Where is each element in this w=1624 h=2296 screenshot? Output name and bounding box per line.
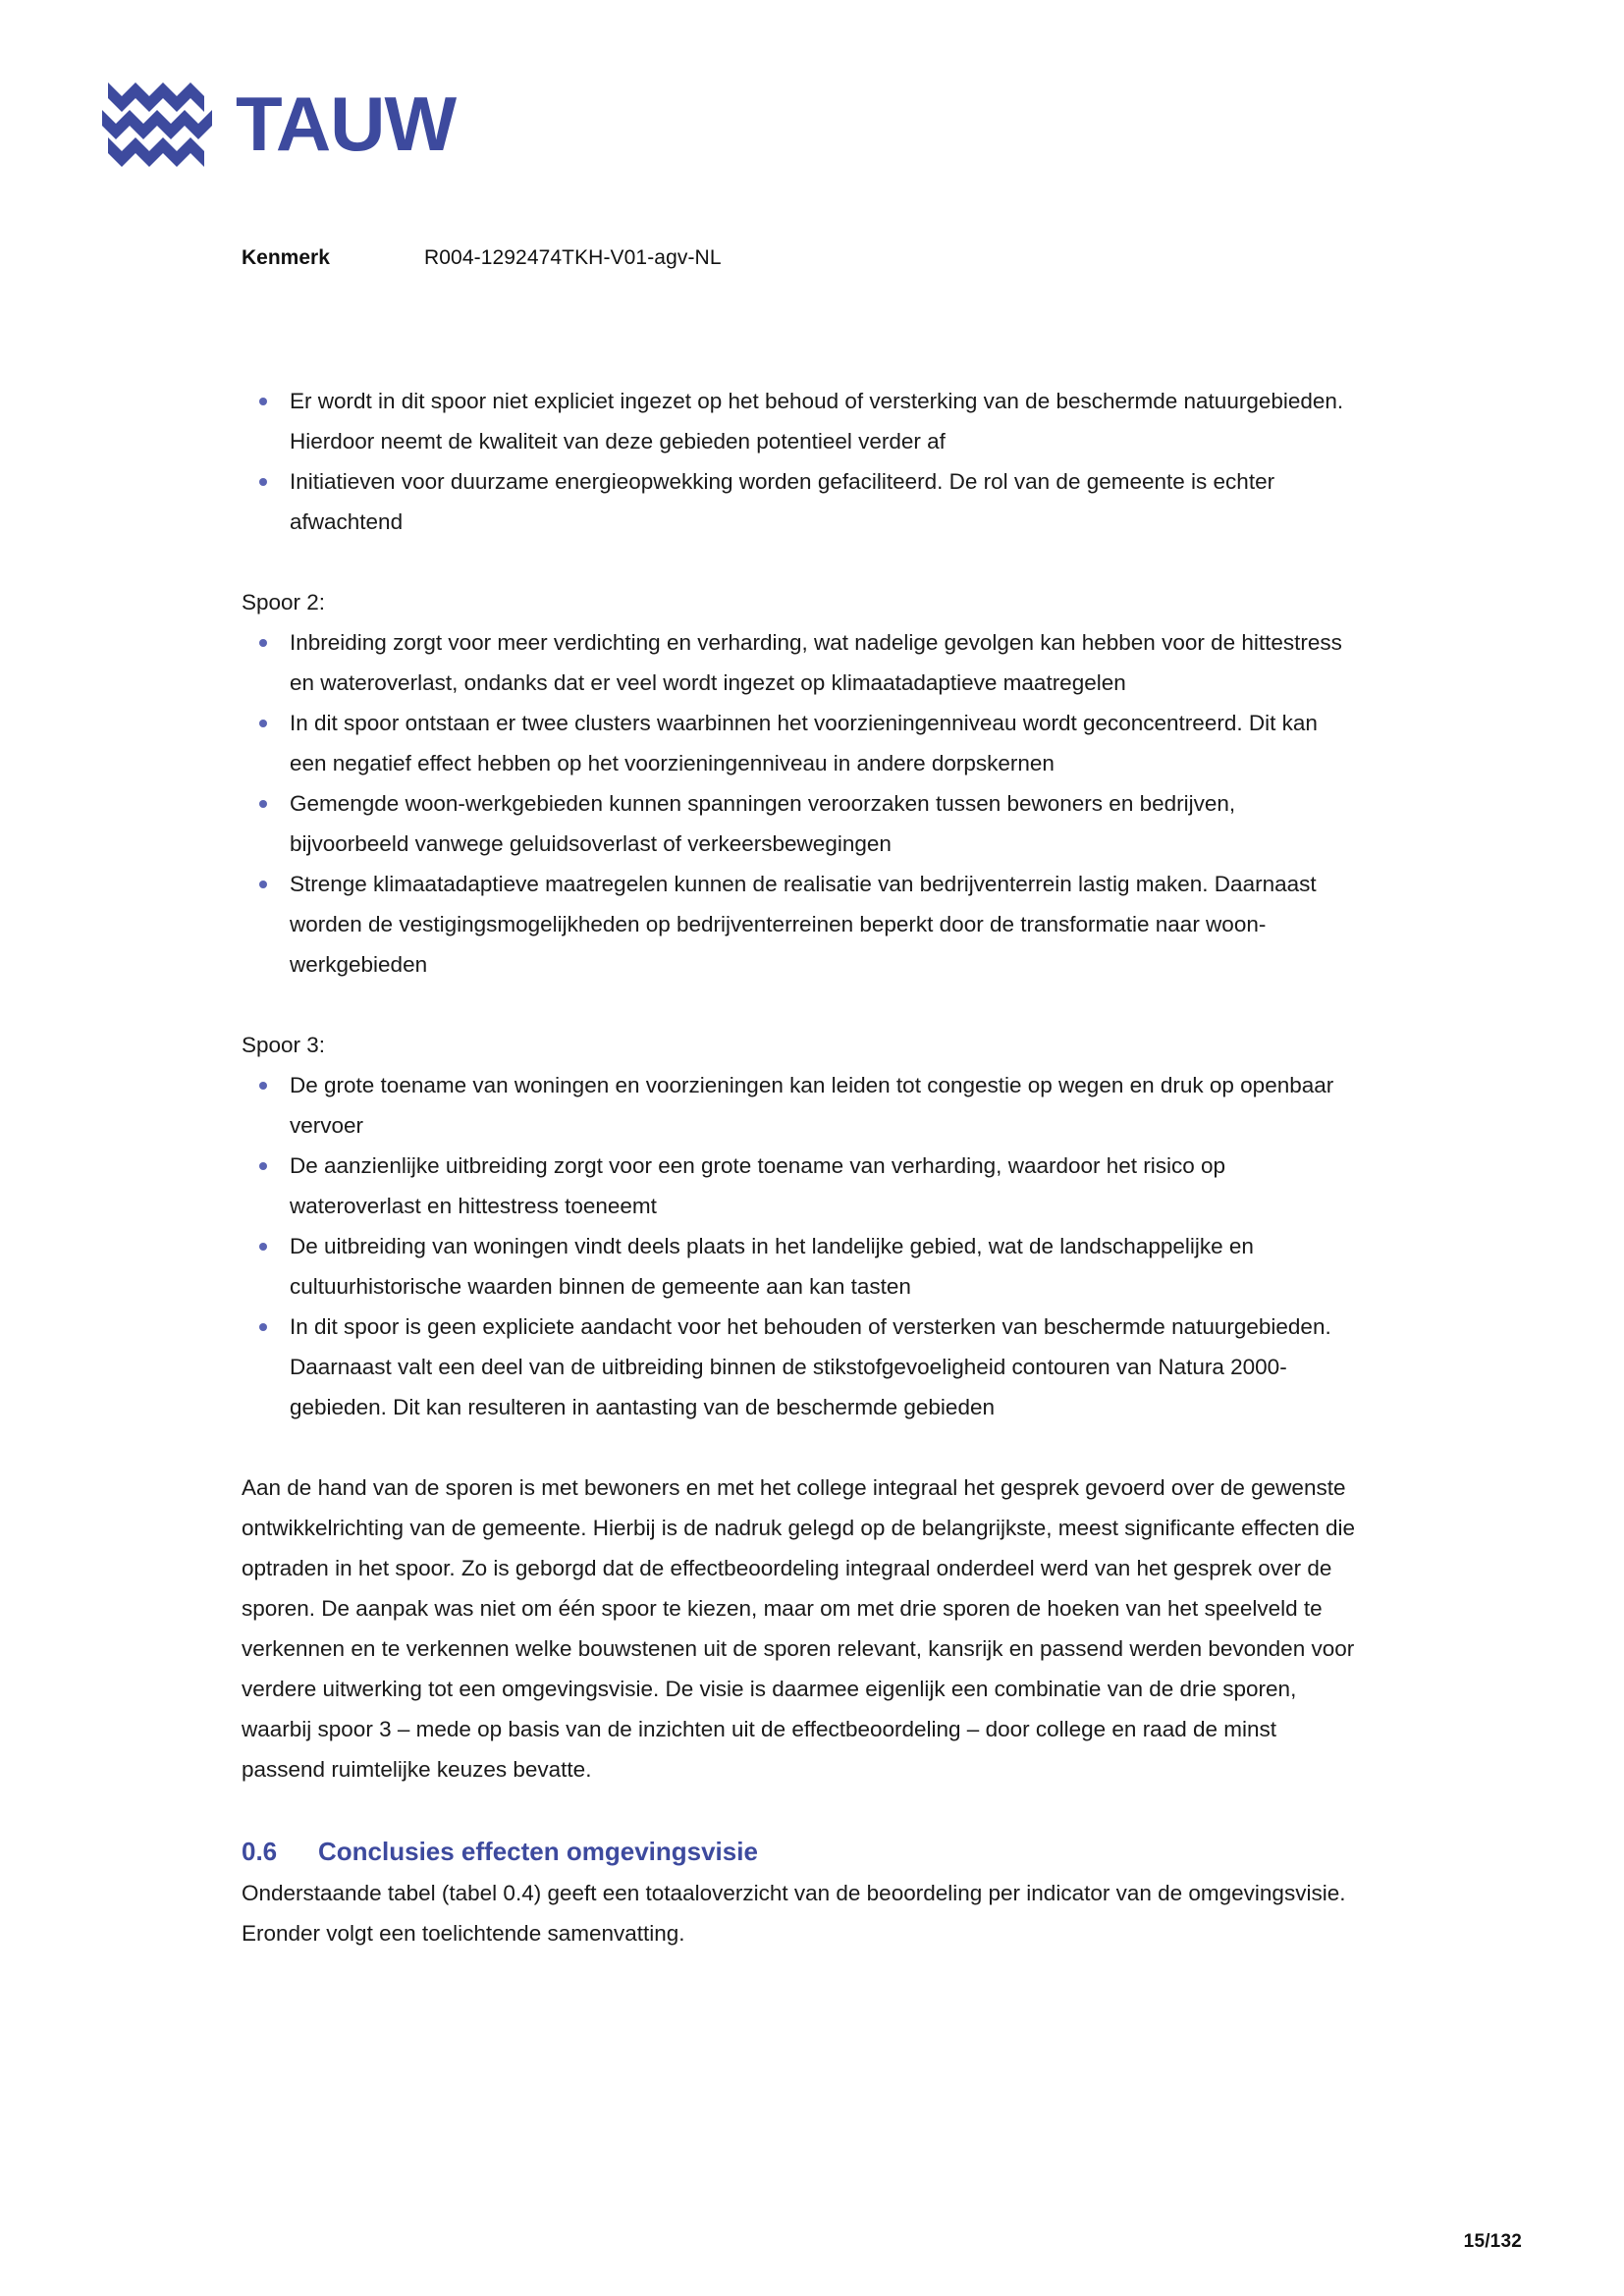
section-heading: [242, 1830, 1356, 1873]
document-reference-header: [242, 243, 722, 272]
section-number: 0.6: [242, 1837, 278, 1866]
section-intro-paragraph: Onderstaande tabel (tabel 0.4) geeft een totaaloverzicht van de beoordeling per indicator van de omgevingsvisie. Eronder volgt een toelichtende samenvatting.: [242, 1881, 1346, 1946]
spacer: [242, 1427, 1356, 1468]
spacer: [242, 1789, 1356, 1830]
spoor3-bullet-list: [242, 1065, 1356, 1427]
tauw-wordmark: TAUW: [236, 80, 457, 167]
list-item: Initiatieven voor duurzame energieopwekking worden gefaciliteerd. De rol van de gemeente is echter afwachtend: [242, 461, 1356, 542]
tauw-chevron-waves-logo-icon: [102, 77, 216, 167]
list-item: Inbreiding zorgt voor meer verdichting en verharding, wat nadelige gevolgen kan hebben voor de hittestress en wateroverlast, ondanks dat er veel wordt ingezet op klimaatadaptieve maatregelen: [242, 622, 1356, 703]
spacer: [242, 542, 1356, 582]
kenmerk-value: R004-1292474TKH-V01-agv-NL: [424, 246, 722, 269]
tauw-logo: [102, 77, 456, 167]
section-title: Conclusies effecten omgevingsvisie: [318, 1837, 758, 1866]
spoor3-label: Spoor 3:: [242, 1033, 326, 1057]
list-item: De grote toename van woningen en voorzieningen kan leiden tot congestie op wegen en druk op openbaar vervoer: [242, 1065, 1356, 1146]
spacer: [242, 985, 1356, 1025]
kenmerk-label: Kenmerk: [242, 246, 330, 269]
page-number: 15/132: [1463, 2231, 1522, 2252]
list-item: Er wordt in dit spoor niet expliciet ingezet op het behoud of versterking van de beschermde natuurgebieden. Hierdoor neemt de kwaliteit van deze gebieden potentieel verder af: [242, 381, 1356, 461]
list-item: In dit spoor is geen expliciete aandacht voor het behouden of versterken van beschermde natuurgebieden. Daarnaast valt een deel van de uitbreiding binnen de stikstofgevoeligheid contouren van Natura 2000-gebieden. Dit kan resulteren in aantasting van de beschermde gebieden: [242, 1307, 1356, 1427]
spoor2-bullet-list: [242, 622, 1356, 985]
list-item: Strenge klimaatadaptieve maatregelen kunnen de realisatie van bedrijventerrein lastig maken. Daarnaast worden de vestigingsmogelijkheden op bedrijventerreinen beperkt door de transformatie naar woon-werkgebieden: [242, 864, 1356, 985]
spoor2-label: Spoor 2:: [242, 590, 326, 614]
list-item: Gemengde woon-werkgebieden kunnen spanningen veroorzaken tussen bewoners en bedrijven, bijvoorbeeld vanwege geluidsoverlast of verkeersbewegingen: [242, 783, 1356, 864]
closing-paragraph: Aan de hand van de sporen is met bewoners en met het college integraal het gesprek gevoerd over de gewenste ontwikkelrichting van de gemeente. Hierbij is de nadruk gelegd op de belangrijkste, meest significante effecten die optraden in het spoor. Zo is geborgd dat de effectbeoordeling integraal onderdeel werd van het gesprek over de sporen. De aanpak was niet om één spoor te kiezen, maar om met drie sporen de hoeken van het speelveld te verkennen en te verkennen welke bouwstenen uit de sporen relevant, kansrijk en passend werden bevonden voor verdere uitwerking tot een omgevingsvisie. De visie is daarmee eigenlijk een combinatie van de drie sporen, waarbij spoor 3 – mede op basis van de inzichten uit de effectbeoordeling – door college en raad de minst passend ruimtelijke keuzes bevatte.: [242, 1475, 1356, 1782]
list-item: De uitbreiding van woningen vindt deels plaats in het landelijke gebied, wat de landschappelijke en cultuurhistorische waarden binnen de gemeente aan kan tasten: [242, 1226, 1356, 1307]
document-body: [242, 381, 1356, 1953]
list-item: De aanzienlijke uitbreiding zorgt voor een grote toename van verharding, waardoor het risico op wateroverlast en hittestress toeneemt: [242, 1146, 1356, 1226]
list-item: In dit spoor ontstaan er twee clusters waarbinnen het voorzieningenniveau wordt geconcentreerd. Dit kan een negatief effect hebben op het voorzieningenniveau in andere dorpskernen: [242, 703, 1356, 783]
spoor1-bullet-list: [242, 381, 1356, 542]
